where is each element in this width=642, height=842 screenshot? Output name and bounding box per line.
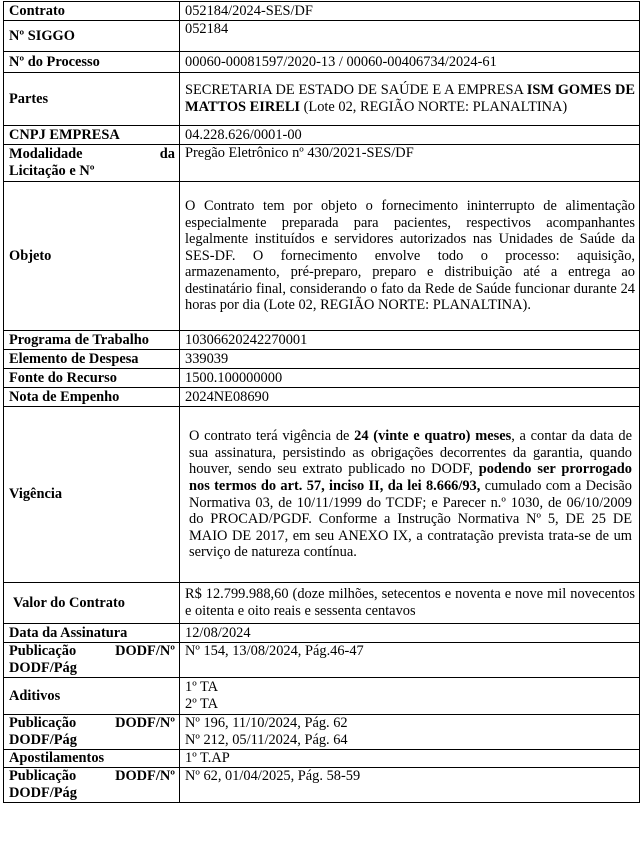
publicacao-2-item: Nº 196, 11/10/2024, Pág. 62 bbox=[185, 715, 348, 732]
publicacao-2-label-b: DODF/Nº bbox=[115, 715, 175, 732]
value-vigencia bbox=[180, 407, 640, 583]
row-partes bbox=[4, 73, 640, 126]
label-publicacao-1 bbox=[4, 643, 180, 678]
value-apostilamentos: 1º T.AP bbox=[180, 750, 640, 768]
row-publicacao-3 bbox=[4, 767, 640, 802]
modalidade-label-a: Modalidade bbox=[9, 146, 83, 163]
label-publicacao-2 bbox=[4, 715, 180, 750]
row-assinatura bbox=[4, 624, 640, 643]
row-publicacao-2 bbox=[4, 715, 640, 750]
vigencia-text-2: , a contar da data de sua assinatura, persistindo as obrigações decorrentes da garantia, quando houver, sendo seu extrato publicado no DODF, bbox=[189, 428, 632, 478]
row-modalidade bbox=[4, 145, 640, 182]
vigencia-bold-1: 24 (vinte e quatro) meses bbox=[354, 428, 512, 445]
label-processo: Nº do Processo bbox=[4, 52, 180, 73]
contract-summary-table bbox=[3, 1, 640, 803]
row-publicacao-1 bbox=[4, 643, 640, 678]
value-contrato: 052184/2024-SES/DF bbox=[180, 2, 640, 21]
label-fonte: Fonte do Recurso bbox=[4, 369, 180, 388]
publicacao-1-label-a: Publicação bbox=[9, 643, 77, 660]
value-fonte: 1500.100000000 bbox=[180, 369, 640, 388]
row-processo bbox=[4, 52, 640, 73]
label-modalidade bbox=[4, 145, 180, 182]
vigencia-text-1: O contrato terá vigência de bbox=[189, 428, 355, 445]
row-objeto bbox=[4, 182, 640, 331]
publicacao-3-label-b: DODF/Nº bbox=[115, 768, 175, 784]
vigencia-text-3: cumulado com a Decisão Normativa 03, de 10/11/1999 do TCDF; e Parecer n.º 1030, de 06/10/2009 do PROCAD/PGDF. Conforme a Instrução Normativa Nº 5, DE 25 DE MAIO DE 2017, em seu ANEXO IX, a contratação prevista trata-se de um serviço de natureza contínua. bbox=[189, 477, 632, 561]
row-apostilamentos bbox=[4, 750, 640, 768]
partes-prefix: SECRETARIA DE ESTADO DE SAÚDE E A EMPRESA bbox=[185, 82, 527, 99]
value-elemento: 339039 bbox=[180, 350, 640, 369]
publicacao-3-label-c: DODF/Pág bbox=[9, 784, 77, 801]
label-cnpj: CNPJ EMPRESA bbox=[4, 126, 180, 145]
value-siggo-text: 052184 bbox=[185, 21, 229, 37]
label-aditivos: Aditivos bbox=[4, 678, 180, 715]
row-programa bbox=[4, 331, 640, 350]
row-fonte bbox=[4, 369, 640, 388]
label-publicacao-3 bbox=[4, 767, 180, 802]
publicacao-1-label-c: DODF/Pág bbox=[9, 660, 77, 676]
row-aditivos bbox=[4, 678, 640, 715]
value-assinatura: 12/08/2024 bbox=[180, 624, 640, 643]
value-empenho: 2024NE08690 bbox=[180, 388, 640, 407]
label-programa: Programa de Trabalho bbox=[4, 331, 180, 350]
row-vigencia bbox=[4, 407, 640, 583]
value-programa: 10306620242270001 bbox=[180, 331, 640, 350]
value-objeto: O Contrato tem por objeto o fornecimento ininterrupto de alimentação especialmente preparada para pacientes, respectivos acompanhantes legalmente instituídos e servidores autorizados nas Unidades de Saúde da SES-DF. O fornecimento envolve todo o processo: aquisição, armazenamento, pré-preparo, preparo e distribuição até a entrega ao destinatário final, considerando o fato da Rede de Saúde funcionar durante 24 horas por dia (Lote 02, REGIÃO NORTE: PLANALTINA). bbox=[180, 182, 640, 331]
aditivo-item: 2º TA bbox=[185, 696, 219, 712]
value-processo: 00060-00081597/2020-13 / 00060-00406734/2024-61 bbox=[180, 52, 640, 73]
publicacao-1-text: Nº 154, 13/08/2024, Pág.46-47 bbox=[185, 643, 364, 659]
value-publicacao-2 bbox=[180, 715, 640, 750]
label-elemento: Elemento de Despesa bbox=[4, 350, 180, 369]
row-empenho bbox=[4, 388, 640, 407]
publicacao-3-label-a: Publicação bbox=[9, 768, 77, 784]
aditivo-item: 1º TA bbox=[185, 679, 219, 696]
row-elemento bbox=[4, 350, 640, 369]
row-siggo bbox=[4, 21, 640, 52]
value-publicacao-1 bbox=[180, 643, 640, 678]
value-valor: R$ 12.799.988,60 (doze milhões, setecentos e noventa e nove mil novecentos e oitenta e oito reais e sessenta centavos bbox=[180, 583, 640, 624]
publicacao-1-label-b: DODF/Nº bbox=[115, 643, 175, 660]
label-valor: Valor do Contrato bbox=[4, 583, 180, 624]
publicacao-3-text: Nº 62, 01/04/2025, Pág. 58-59 bbox=[185, 767, 361, 784]
partes-suffix: (Lote 02, REGIÃO NORTE: PLANALTINA) bbox=[300, 99, 568, 115]
label-empenho: Nota de Empenho bbox=[4, 388, 180, 407]
publicacao-2-label-c: DODF/Pág bbox=[9, 732, 77, 748]
label-contrato: Contrato bbox=[4, 2, 180, 21]
vigencia-bold-2: podendo ser prorrogado nos termos do art. 57, inciso II, da lei 8.666/93, bbox=[189, 461, 632, 494]
value-modalidade bbox=[180, 145, 640, 182]
label-partes: Partes bbox=[4, 73, 180, 126]
value-aditivos bbox=[180, 678, 640, 715]
value-partes bbox=[180, 73, 640, 126]
value-siggo bbox=[180, 21, 640, 52]
modalidade-label-b: da bbox=[159, 146, 175, 163]
modalidade-label-c: Licitação e Nº bbox=[9, 163, 95, 179]
partes-company: ISM GOMES DE MATTOS EIRELI bbox=[185, 82, 635, 115]
modalidade-text: Pregão Eletrônico nº 430/2021-SES/DF bbox=[185, 145, 414, 161]
value-cnpj: 04.228.626/0001-00 bbox=[180, 126, 640, 145]
row-contrato bbox=[4, 2, 640, 21]
label-siggo: Nº SIGGO bbox=[4, 21, 180, 52]
label-objeto: Objeto bbox=[4, 182, 180, 331]
row-valor bbox=[4, 583, 640, 624]
publicacao-2-item: Nº 212, 05/11/2024, Pág. 64 bbox=[185, 732, 348, 748]
label-assinatura: Data da Assinatura bbox=[4, 624, 180, 643]
row-cnpj bbox=[4, 126, 640, 145]
value-publicacao-3 bbox=[180, 767, 640, 802]
label-vigencia: Vigência bbox=[4, 407, 180, 583]
label-apostilamentos: Apostilamentos bbox=[4, 750, 180, 768]
publicacao-2-label-a: Publicação bbox=[9, 715, 77, 732]
